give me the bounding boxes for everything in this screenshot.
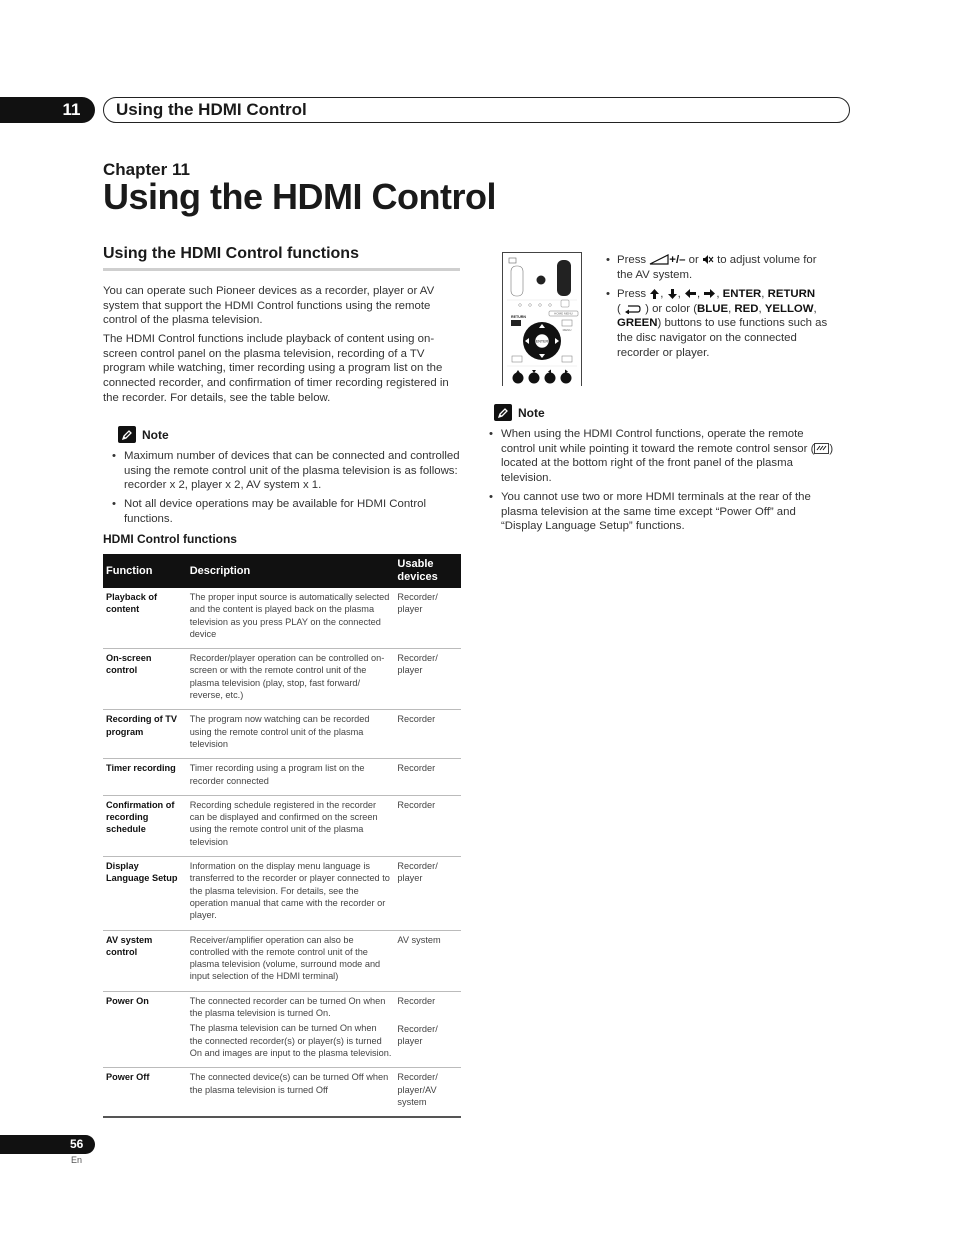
cell-function: Display Language Setup <box>103 857 187 930</box>
cell-description: Timer recording using a program list on the recorder connected <box>187 759 395 796</box>
cell-devices: Recorder/ player <box>394 588 461 649</box>
table-row <box>103 1068 461 1117</box>
note-heading-left <box>118 426 169 443</box>
table-row <box>103 649 461 710</box>
col-description: Description <box>187 554 395 588</box>
col-devices: Usable devices <box>394 554 461 588</box>
cell-description-part-2: The plasma television can be turned On when the connected recorder(s) or player(s) is turned On and images are input to the plasma television. <box>189 1023 392 1058</box>
b2-green: GREEN <box>617 317 658 330</box>
b2-blue: BLUE <box>697 302 729 315</box>
cell-function: AV system control <box>103 930 187 991</box>
cell-function: Timer recording <box>103 759 187 796</box>
rc-menu-label: MENU <box>562 328 572 332</box>
cell-function: Power On <box>103 991 187 1067</box>
cell-description: The proper input source is automatically selected and the content is played back on the plasma television as you press PLAY on the connected device <box>187 588 395 649</box>
cell-function: Power Off <box>103 1068 187 1117</box>
b2-red: RED <box>734 302 759 315</box>
cell-devices: Recorder/ player <box>394 857 461 930</box>
cell-devices: Recorder <box>394 795 461 856</box>
hdmi-functions-table <box>103 554 461 1118</box>
cell-devices: Recorder <box>394 759 461 796</box>
arrow-down-icon <box>667 288 678 300</box>
note-label: Note <box>518 405 545 420</box>
cell-description: The connected device(s) can be turned Off when the plasma television is turned Off <box>187 1068 395 1117</box>
page-number: 56 <box>70 1137 84 1151</box>
table-caption: HDMI Control functions <box>103 532 237 546</box>
b2-press: Press <box>617 288 647 300</box>
rc-home-menu-label: HOME MENU <box>554 311 573 316</box>
table-row <box>103 930 461 991</box>
col-function: Function <box>103 554 187 588</box>
note-left-text-2: Not all device operations may be available for HDMI Control functions. <box>124 498 426 525</box>
b2-sep-6: , <box>728 302 732 315</box>
rc-volume-rocker <box>557 260 571 296</box>
note-right-text-1a: When using the HDMI Control functions, operate the remote control unit while pointing it toward the remote control sensor ( <box>501 428 815 455</box>
cell-description: Recording schedule registered in the recorder can be displayed and confirmed on the screen using the remote control unit of the plasma television <box>187 795 395 856</box>
intro-paragraph-1: You can operate such Pioneer devices as a recorder, player or AV system that support the HDMI Control functions using the remote control of the plasma television. <box>103 285 435 327</box>
b2-yellow: YELLOW <box>764 302 814 315</box>
table-row <box>103 710 461 759</box>
cell-function: On-screen control <box>103 649 187 710</box>
arrow-left-icon <box>684 288 697 299</box>
cell-function: Playback of content <box>103 588 187 649</box>
cell-devices-part-2: Recorder/ player <box>397 1024 438 1047</box>
b1-rest: to adjust volume for the AV system. <box>617 254 817 281</box>
chapter-number-tab <box>0 97 95 123</box>
note-right-text-1b: ) located at the bottom right of the front panel of the plasma television. <box>501 442 834 485</box>
table-row <box>103 857 461 930</box>
cell-devices: Recorder/ player/AV system <box>394 1068 461 1117</box>
pencil-icon <box>118 426 136 443</box>
remote-control-illustration <box>502 252 582 386</box>
cell-devices: Recorder <box>394 710 461 759</box>
b2-enter: ENTER <box>722 288 762 300</box>
section-title: Using the HDMI Control functions <box>103 245 359 262</box>
cell-description-part-1: The connected recorder can be turned On when the plasma television is turned On. <box>189 995 386 1019</box>
b2-sep-1: , <box>660 288 664 300</box>
cell-devices: Recorder/ player <box>394 649 461 710</box>
header-title: Using the HDMI Control <box>103 97 850 123</box>
pencil-icon <box>494 404 512 421</box>
intro-paragraph-2: The HDMI Control functions include playback of content using on-screen control panel on the plasma television, recording of a TV program while watching, timer recording using a program list on the connected recorder, and confirmation of timer recording registered in the recorder. For details, see the table below. <box>103 333 449 404</box>
note-right-text-2: You cannot use two or more HDMI terminals at the rear of the plasma television at the same time except “Power Off” and “Display Language Setup” functions. <box>501 491 811 533</box>
note-left-text-1: Maximum number of devices that can be connected and controlled using the remote control unit of the plasma television is as follows: recorder x 2, player x 2, AV system x 1. <box>124 450 460 492</box>
b2-sep-2: , <box>677 288 681 300</box>
b2-rest: ) buttons to use functions such as the disc navigator on the connected recorder or player. <box>617 317 828 359</box>
right-bullet-1: • Press +/– or to adjust volume for the AV system. <box>606 254 817 281</box>
table-row <box>103 759 461 796</box>
cell-description <box>187 991 395 1067</box>
section-rule <box>103 268 460 271</box>
cell-function: Recording of TV program <box>103 710 187 759</box>
rc-mute-button <box>537 276 546 285</box>
chapter-number: 11 <box>62 100 81 119</box>
cell-devices <box>394 991 461 1067</box>
b2-sep-7: , <box>758 302 762 315</box>
cell-description: Recorder/player operation can be controlled on-screen or with the remote control unit of the plasma television (play, stop, fast forward/ reverse, etc.) <box>187 649 395 710</box>
b2-sep-8: , <box>813 302 817 315</box>
b2-sep-5: , <box>761 288 765 300</box>
cell-function: Confirmation of recording schedule <box>103 795 187 856</box>
cell-description: Information on the display menu language is transferred to the recorder or player connected to the plasma television. For details, see the operation manual that came with the recorder or player. <box>187 857 395 930</box>
note-left-item-1: • Maximum number of devices that can be connected and controlled using the remote control unit of the plasma television is as follows: recorder x 2, player x 2, AV system x 1. <box>112 450 460 492</box>
volume-icon <box>649 254 669 265</box>
cell-description: The program now watching can be recorded using the remote control unit of the plasma television <box>187 710 395 759</box>
note-right-item-1: • When using the HDMI Control functions, operate the remote control unit while pointing it toward the remote control sensor ( ) located at the bottom right of the front panel of the plasma television. <box>489 428 834 485</box>
b1-vol: +/– <box>669 254 686 266</box>
cell-devices-part-1: Recorder <box>397 995 436 1006</box>
note-heading-right <box>494 404 545 421</box>
note-label: Note <box>142 427 169 442</box>
mute-icon <box>702 254 714 265</box>
page-number-tab <box>0 1135 95 1154</box>
b2-paren: ( <box>617 302 621 315</box>
rc-enter-label: ENTER <box>535 339 549 344</box>
b1-or: or <box>688 254 699 266</box>
chapter-label: Chapter 11 <box>103 160 190 179</box>
table-row <box>103 588 461 649</box>
return-icon <box>624 303 642 314</box>
table-row <box>103 991 461 1067</box>
rc-return-label: RETURN <box>511 315 526 319</box>
table-row <box>103 795 461 856</box>
b2-sep-3: , <box>696 288 701 300</box>
table-header-row <box>103 554 461 588</box>
cell-description: Receiver/amplifier operation can also be controlled with the remote control unit of the plasma television (volume, surround mode and input selection of the HDMI terminal) <box>187 930 395 991</box>
arrow-up-icon <box>649 288 660 300</box>
rc-return-button <box>511 320 521 326</box>
page-language: En <box>71 1155 83 1165</box>
cell-devices: AV system <box>394 930 461 991</box>
b2-sep-4: , <box>716 288 720 300</box>
arrow-right-icon <box>703 288 716 299</box>
right-bullet-2: • Press , , , , ENTER, RETURN ( ) or color (BLUE, RED, YELLOW, GREEN) buttons to use functions such as the disc navigator on the connected recorder or player. <box>606 288 828 359</box>
chapter-title: Using the HDMI Control <box>103 176 496 217</box>
b1-press: Press <box>617 254 647 266</box>
remote-sensor-icon <box>814 443 829 454</box>
b2-or-color: ) or color ( <box>645 302 698 315</box>
note-right-item-2: • You cannot use two or more HDMI terminals at the rear of the plasma television at the same time except “Power Off” and “Display Language Setup” functions. <box>489 491 811 533</box>
b2-return: RETURN <box>767 288 816 300</box>
note-left-item-2: • Not all device operations may be available for HDMI Control functions. <box>112 498 426 525</box>
